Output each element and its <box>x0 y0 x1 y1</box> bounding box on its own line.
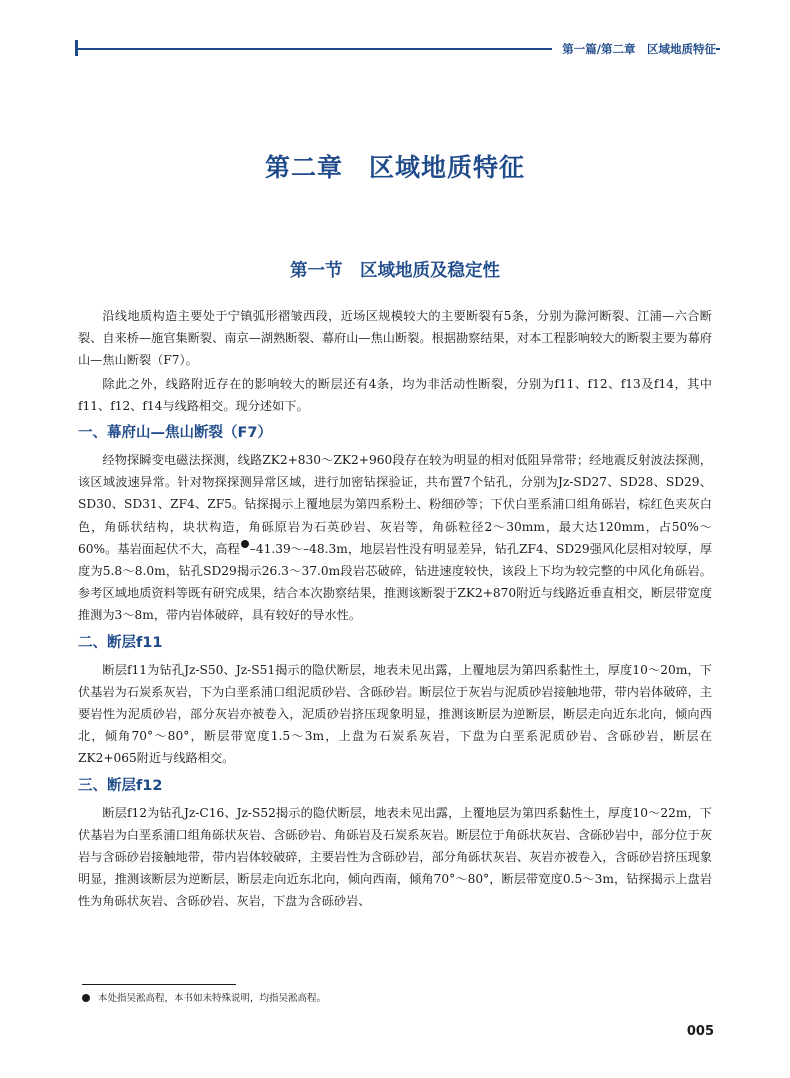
footnote-rule <box>82 984 236 985</box>
subsection-heading-f12: 三、断层f12 <box>78 777 163 794</box>
subsection-heading-f11: 二、断层f11 <box>78 634 163 651</box>
footnote <box>82 992 682 1006</box>
chapter-title: 第二章 区域地质特征 <box>264 153 525 182</box>
page-number: 005 <box>686 1024 714 1039</box>
intro-paragraph-2: 除此之外，线路附近存在的影响较大的断层还有4条，均为非活动性断裂，分别为f11、f12、f13及f14，其中f11、f12、f14与线路相交。现分述如下。 <box>78 376 712 413</box>
footnote-dot-icon <box>82 994 90 1002</box>
footnote-marker[interactable] <box>241 540 249 548</box>
paragraph-f7 <box>78 449 712 627</box>
footnote-text: 本处指吴淞高程，本书如未特殊说明，均指吴淞高程。 <box>98 993 327 1004</box>
subsection-heading-f7: 一、幕府山—焦山断裂（F7） <box>78 425 272 442</box>
paragraph-f12: 断层f12为钻孔Jz-C16、Jz-S52揭示的隐伏断层，地表未见出露，上覆地层为第四系黏性土，厚度10～22m，下伏基岩为白垩系浦口组角砾状灰岩、含砾砂岩、角砾岩及石炭系灰岩。断层位于角砾状灰岩、含砾砂岩中，部分位于灰岩与含砾砂岩接触地带，带内岩体较破碎，主要岩性为含砾砂岩，部分角砾状灰岩、灰岩亦被卷入，含砾砂岩挤压现象明显，推测该断层为逆断层，断层走向近东北向，倾向西南，倾角70°～80°，断层带宽度0.5～3m，钻探揭示上盘岩性为角砾状灰岩、含砾砂岩、灰岩，下盘为含砾砂岩、 <box>78 805 712 909</box>
paragraph-f7-part2: –41.39～–48.3m，地层岩性没有明显差异，钻孔ZF4、SD29强风化层相对较厚，厚度为5.8～8.0m，钻孔SD29揭示26.3～37.0m段岩芯破碎，钻进速度较快，该段上下均为较完整的中风化角砾岩。参考区域地质资料等既有研究成果，结合本次勘察结果，推测该断裂于ZK2+870附近与线路近垂直相交，断层带宽度推测为3～8m，带内岩体破碎，具有较好的导水性。 <box>78 541 713 623</box>
intro-paragraph-1: 沿线地质构造主要处于宁镇弧形褶皱西段，近场区规模较大的主要断裂有5条，分别为滁河断裂、江浦—六合断裂、自来桥—施官集断裂、南京—湖熟断裂、幕府山—焦山断裂。根据勘察结果，对本工程影响较大的断裂主要为幕府山—焦山断裂（F7）。 <box>78 309 712 368</box>
paragraph-f11: 断层f11为钻孔Jz-S50、Jz-S51揭示的隐伏断层，地表未见出露，上覆地层为第四系黏性土，厚度10～20m，下伏基岩为石炭系灰岩，下为白垩系浦口组泥质砂岩、含砾砂岩。断层位于灰岩与泥质砂岩接触地带，带内岩体破碎，主要岩性为泥质砂岩，部分灰岩亦被卷入，泥质砂岩挤压现象明显，推测该断层为逆断层，断层走向近东北向，倾向西北，倾角70°～80°，断层带宽度1.5～3m，上盘为石炭系灰岩，下盘为白垩系泥质砂岩、含砾砂岩，断层在ZK2+065附近与线路相交。 <box>78 662 712 766</box>
section-title: 第一节 区域地质及稳定性 <box>290 261 500 281</box>
running-header: 第一篇/第二章 区域地质特征 <box>552 41 716 57</box>
paragraph-f7-part1: 经物探瞬变电磁法探测，线路ZK2+830～ZK2+960段存在较为明显的相对低阻异常带；经地震反射波法探测，该区域波速异常。针对物探探测异常区域，进行加密钻探验证，共布置7个钻孔，分别为Jz-SD27、SD28、SD29、SD30、SD31、ZF4、ZF5。钻探揭示上覆地层为第四系粉土、粉细砂等；下伏白垩系浦口组角砾岩，棕红色夹灰白色，角砾状结构，块状构造，角砾原岩为石英砂岩、灰岩等，角砾粒径2～30mm，最大达120mm，占50%～60%。基岩面起伏不大，高程 <box>78 453 712 556</box>
body-content <box>78 305 712 914</box>
